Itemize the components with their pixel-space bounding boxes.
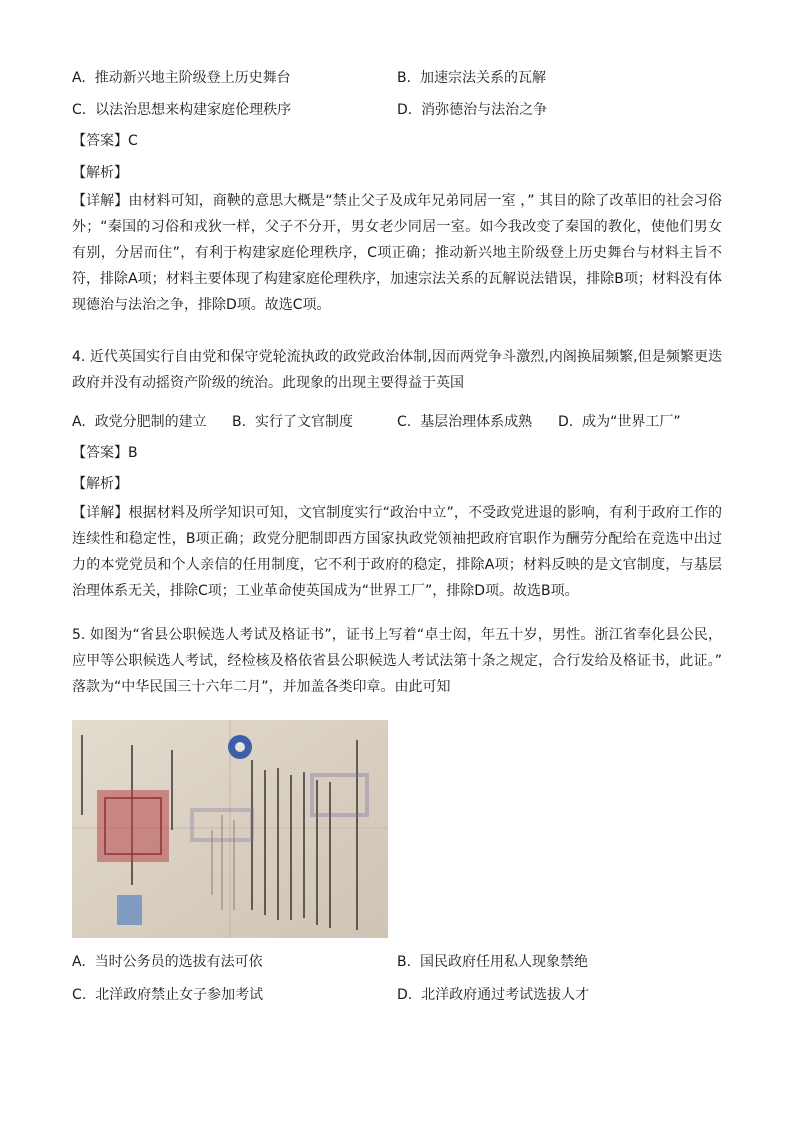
q4-analysis-label: 【解析】 [72, 476, 128, 492]
q4-option-b[interactable]: B. 实行了文官制度 [232, 414, 353, 430]
q3-option-d[interactable]: D. 消弥德治与法治之争 [397, 102, 548, 118]
q3-detail: 【详解】由材料可知，商鞅的意思大概是“禁止父子及成年兄弟同居一室 ，” 其目的除了改革旧的社会习俗外；“秦国的习俗和戎狄一样，父子不分开，男女老少同居一室。如今我改变了秦国的教化，使他们男女有别，分居而住”，有利于构建家庭伦理秩序，C项正确；推动新兴地主阶级登上历史舞台与材料主旨不符，排除A项；材料主要体现了构建家庭伦理秩序，加速宗法关系的瓦解说法错误，排除B项；材料没有体现德治与法治之争，排除D项。故选C项。 [72, 193, 723, 313]
q3-answer: 【答案】C [72, 133, 138, 149]
q4-stem: 4. 近代英国实行自由党和保守党轮流执政的政党政治体制,因而两党争斗激烈,内阁换届频繁,但是频繁更迭政府并没有动摇资产阶级的统治。此现象的出现主要得益于英国 [72, 349, 722, 391]
q4-option-c[interactable]: C. 基层治理体系成熟 [397, 414, 533, 430]
q5-option-a[interactable]: A. 当时公务员的选拔有法可依 [72, 954, 263, 970]
q3-option-a[interactable]: A. 推动新兴地主阶级登上历史舞台 [72, 70, 291, 86]
q3-analysis-label: 【解析】 [72, 165, 128, 181]
q3-option-b[interactable]: B. 加速宗法关系的瓦解 [397, 70, 546, 86]
q5-option-d[interactable]: D. 北洋政府通过考试选拔人才 [397, 987, 590, 1003]
q4-answer: 【答案】B [72, 445, 138, 461]
q4-detail: 【详解】根据材料及所学知识可知，文官制度实行“政治中立”，不受政党进退的影响，有利于政府工作的连续性和稳定性，B项正确；政党分肥制即西方国家执政党领袖把政府官职作为酬劳分配给在竞选中出过力的本党党员和个人亲信的任用制度，它不利于政府的稳定，排除A项；材料反映的是文官制度，与基层治理体系无关，排除C项；工业革命使英国成为“世界工厂”，排除D项。故选B项。 [72, 505, 722, 599]
certificate-photo [72, 720, 388, 938]
q5-stem: 5. 如图为“省县公职候选人考试及格证书”，证书上写着“卓士闳，年五十岁，男性。浙江省奉化县公民，应甲等公职候选人考试，经检核及格依省县公职候选人考试法第十条之规定，合行发给及格证书，此证。” 落款为“中华民国三十六年二月”，并加盖各类印章。由此可知 [72, 627, 722, 695]
q3-option-c[interactable]: C. 以法治思想来构建家庭伦理秩序 [72, 102, 292, 118]
q4-option-d[interactable]: D. 成为“世界工厂” [558, 414, 681, 430]
q5-option-b[interactable]: B. 国民政府任用私人现象禁绝 [397, 954, 588, 970]
q5-option-c[interactable]: C. 北洋政府禁止女子参加考试 [72, 987, 264, 1003]
q4-option-a[interactable]: A. 政党分肥制的建立 [72, 414, 207, 430]
